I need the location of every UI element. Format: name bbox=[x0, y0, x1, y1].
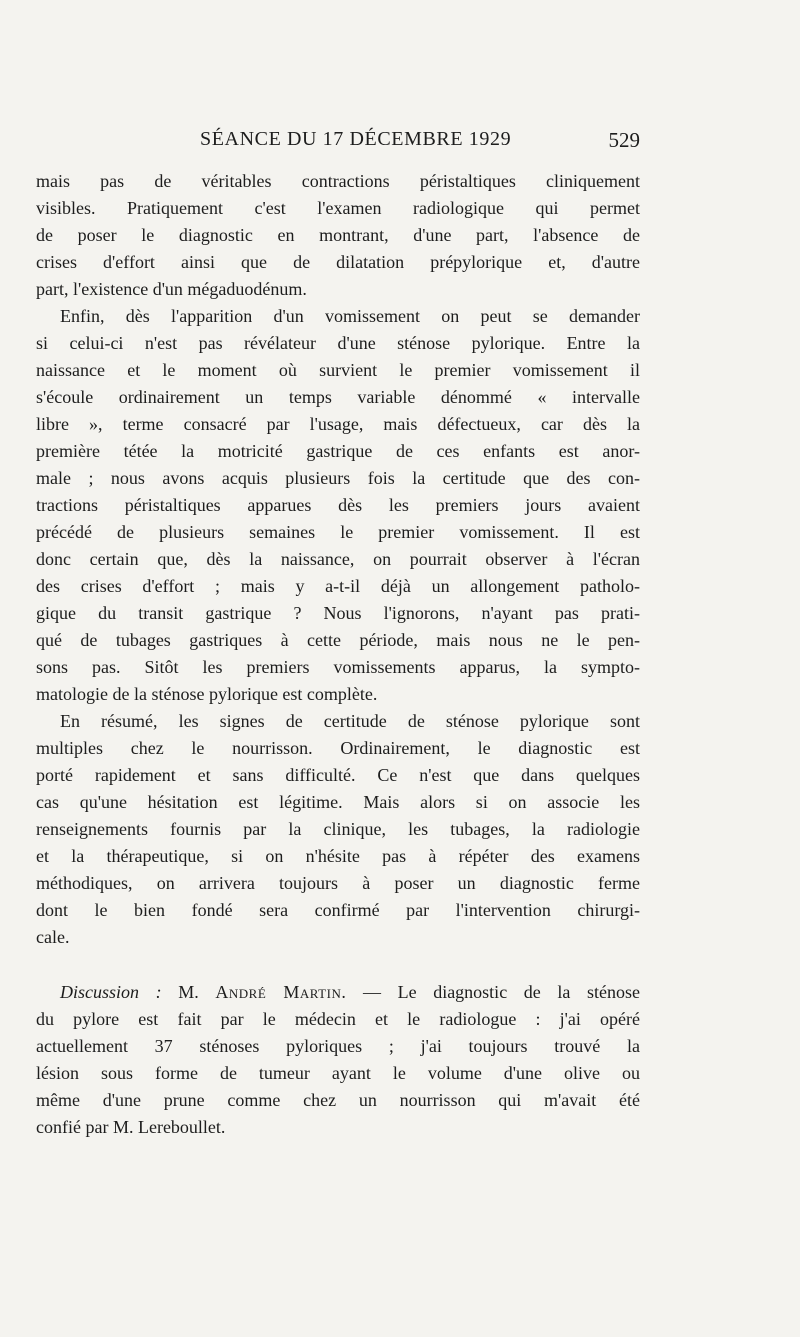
text-line: male ; nous avons acquis plusieurs fois la certitude que des con- bbox=[36, 468, 640, 488]
text-line: même d'une prune comme chez un nourrisson qui m'avait été bbox=[36, 1090, 640, 1110]
paragraph bbox=[36, 168, 640, 303]
text-line: mais pas de véritables contractions péristaltiques cliniquement bbox=[36, 171, 640, 191]
text-line: s'écoule ordinairement un temps variable dénommé « intervalle bbox=[36, 387, 640, 407]
text-line: dont le bien fondé sera confirmé par l'intervention chirurgi- bbox=[36, 900, 640, 920]
text-line: naissance et le moment où survient le premier vomissement il bbox=[36, 360, 640, 380]
text-line: cas qu'une hésitation est légitime. Mais alors si on associe les bbox=[36, 792, 640, 812]
text-line: méthodiques, on arrivera toujours à poser un diagnostic ferme bbox=[36, 873, 640, 893]
text-line: première tétée la motricité gastrique de ces enfants est anor- bbox=[36, 441, 640, 461]
text-line: qué de tubages gastriques à cette période, mais nous ne le pen- bbox=[36, 630, 640, 650]
text-line: part, l'existence d'un mégaduodénum. bbox=[36, 279, 307, 299]
running-title: SÉANCE DU 17 DÉCEMBRE 1929 bbox=[200, 128, 512, 150]
text-line: tractions péristaltiques apparues dès les premiers jours avaient bbox=[36, 495, 640, 515]
discussion-first-line-text: — Le diagnostic de la sténose bbox=[362, 982, 640, 1002]
paragraph bbox=[36, 303, 640, 708]
text-line: porté rapidement et sans difficulté. Ce n'est que dans quelques bbox=[36, 765, 640, 785]
discussion-first-line bbox=[36, 979, 640, 1006]
section-gap bbox=[36, 951, 640, 979]
body-text bbox=[36, 168, 640, 1141]
discussion-paragraph bbox=[36, 979, 640, 1141]
text-line: Enfin, dès l'apparition d'un vomissement on peut se demander bbox=[60, 306, 640, 326]
text-line: multiples chez le nourrisson. Ordinairement, le diagnostic est bbox=[36, 738, 640, 758]
text-line: matologie de la sténose pylorique est complète. bbox=[36, 684, 378, 704]
text-line: si celui-ci n'est pas révélateur d'une sténose pylorique. Entre la bbox=[36, 333, 640, 353]
text-line: des crises d'effort ; mais y a-t-il déjà un allongement patholo- bbox=[36, 576, 640, 596]
page-header bbox=[200, 128, 640, 158]
text-line: visibles. Pratiquement c'est l'examen radiologique qui permet bbox=[36, 198, 640, 218]
text-line: cale. bbox=[36, 927, 70, 947]
text-line: sons pas. Sitôt les premiers vomissements apparus, la sympto- bbox=[36, 657, 640, 677]
text-line: du pylore est fait par le médecin et le radiologue : j'ai opéré bbox=[36, 1009, 640, 1029]
text-line: crises d'effort ainsi que de dilatation prépylorique et, d'autre bbox=[36, 252, 640, 272]
text-line: confié par M. Lereboullet. bbox=[36, 1117, 226, 1137]
speaker-name: André Martin. bbox=[215, 982, 347, 1002]
speaker-prefix: M. bbox=[178, 982, 199, 1002]
text-line: lésion sous forme de tumeur ayant le volume d'une olive ou bbox=[36, 1063, 640, 1083]
text-line: renseignements fournis par la clinique, les tubages, la radiologie bbox=[36, 819, 640, 839]
paragraph bbox=[36, 708, 640, 951]
text-line: actuellement 37 sténoses pyloriques ; j'ai toujours trouvé la bbox=[36, 1036, 640, 1056]
text-line: précédé de plusieurs semaines le premier vomissement. Il est bbox=[36, 522, 640, 542]
page-number: 529 bbox=[608, 128, 640, 152]
discussion-label: Discussion : bbox=[60, 982, 162, 1002]
text-line: et la thérapeutique, si on n'hésite pas à répéter des examens bbox=[36, 846, 640, 866]
text-line: de poser le diagnostic en montrant, d'une part, l'absence de bbox=[36, 225, 640, 245]
text-line: En résumé, les signes de certitude de sténose pylorique sont bbox=[60, 711, 640, 731]
text-line: donc certain que, dès la naissance, on pourrait observer à l'écran bbox=[36, 549, 640, 569]
text-line: gique du transit gastrique ? Nous l'ignorons, n'ayant pas prati- bbox=[36, 603, 640, 623]
text-line: libre », terme consacré par l'usage, mais défectueux, car dès la bbox=[36, 414, 640, 434]
